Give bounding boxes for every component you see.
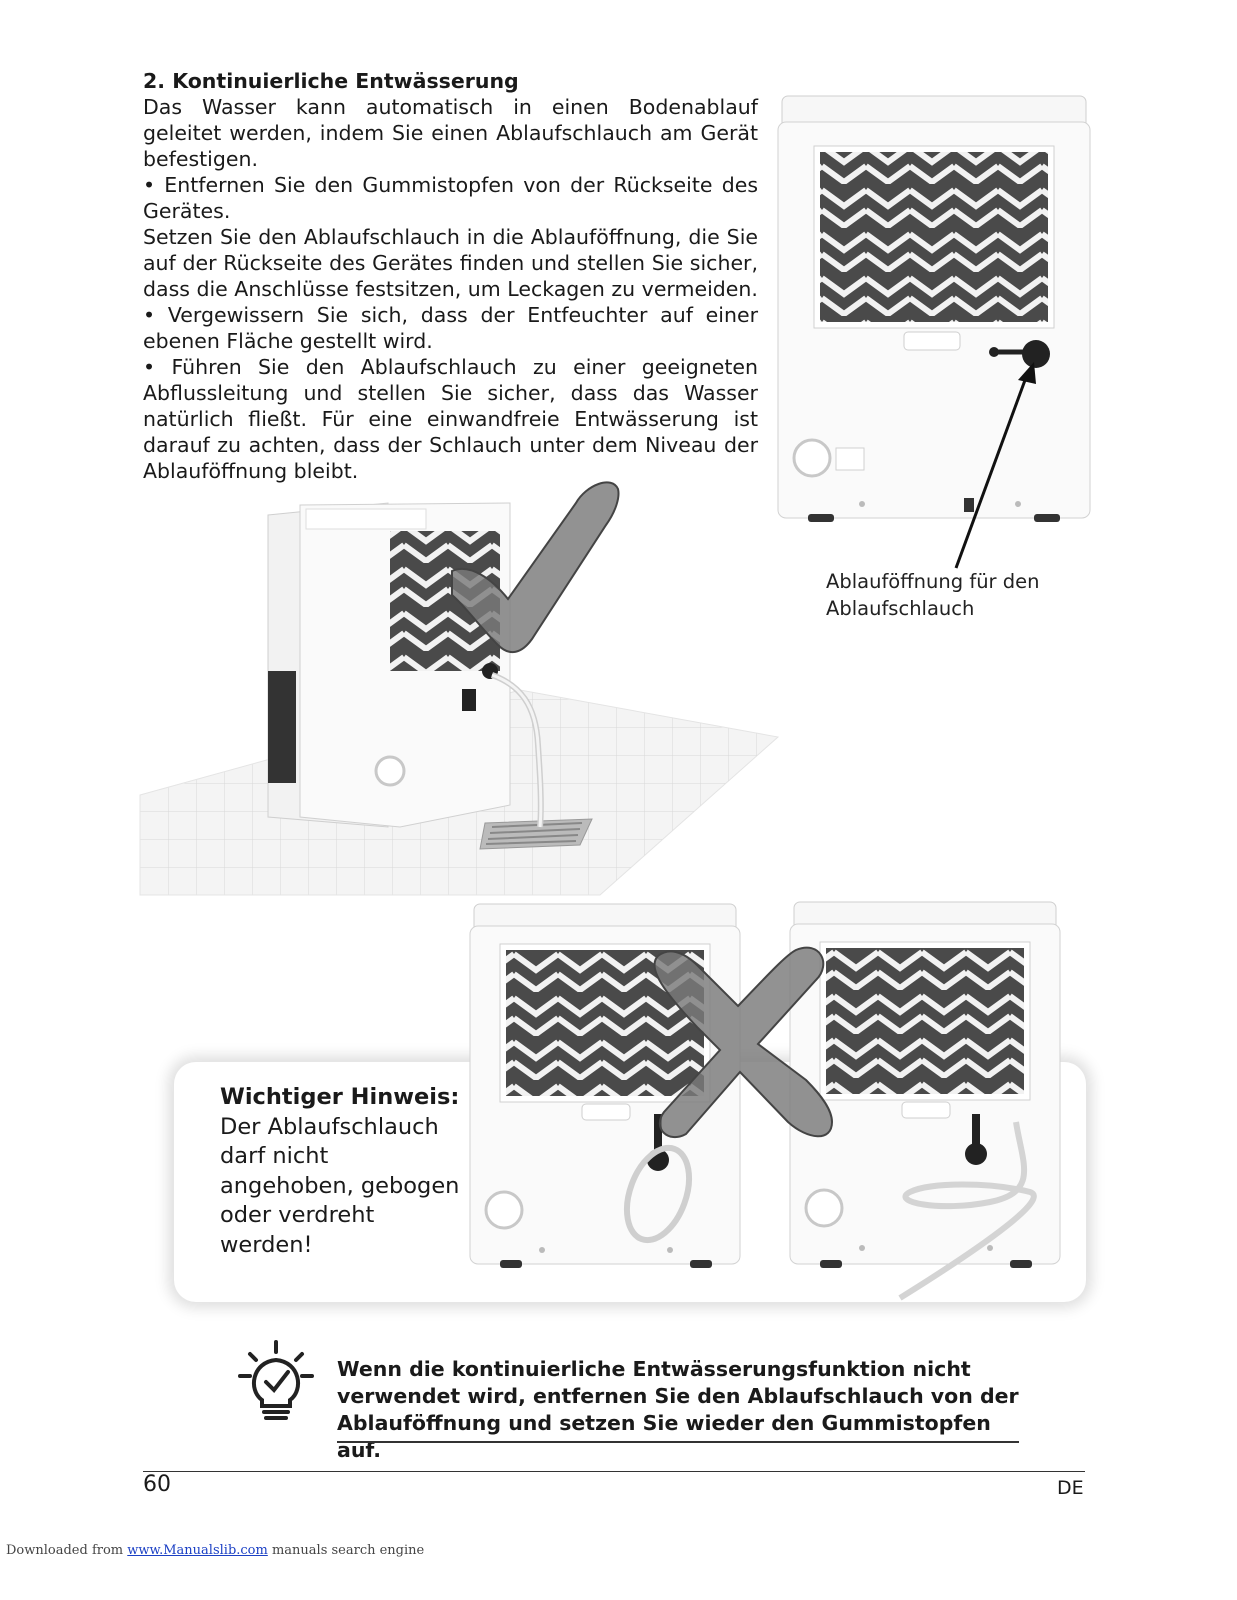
paragraph-route-hose: • Führen Sie den Ablaufschlauch zu einer geeigneten Abflussleitung und stellen Sie sicher, dass das Wasser natürlich fließt. Für eine einwandfreie Entwässerung ist darauf zu achten, dass der Schlauch unter dem Niveau der Ablauföffnung bleibt.	[143, 355, 758, 483]
callout-line-1: Ablauföffnung für den	[826, 570, 1040, 593]
paragraph-remove-stopper: • Entfernen Sie den Gummistopfen von der Rückseite des Gerätes.	[143, 173, 758, 223]
main-text-block	[143, 68, 758, 484]
correct-drainage-illustration	[140, 475, 780, 895]
lightbulb-check-icon	[238, 1340, 314, 1424]
footer-divider	[143, 1471, 1085, 1472]
paragraph-intro: Das Wasser kann automatisch in einen Bodenablauf geleitet werden, indem Sie einen Ablaufschlauch am Gerät befestigen.	[143, 95, 758, 171]
manualslib-link[interactable]: www.Manualslib.com	[127, 1543, 268, 1558]
callout-line-2: Ablaufschlauch	[826, 597, 975, 620]
callout-arrow	[950, 362, 1040, 572]
download-suffix: manuals search engine	[267, 1543, 425, 1558]
cross-mark-icon	[636, 944, 846, 1144]
paragraph-insert-hose: Setzen Sie den Ablaufschlauch in die Ablauföffnung, die Sie auf der Rückseite des Gerätes finden und stellen Sie sicher, dass die Anschlüsse festsitzen, um Leckagen zu vermeiden.	[143, 225, 758, 301]
note-title: Wichtiger Hinweis:	[220, 1084, 460, 1110]
important-note-text	[220, 1083, 460, 1260]
callout-label	[826, 568, 1086, 622]
paragraph-level-surface: • Vergewissern Sie sich, dass der Entfeuchter auf einer ebenen Fläche gestellt wird.	[143, 303, 758, 353]
note-body: Der Ablaufschlauch darf nicht angehoben, gebogen oder verdreht werden!	[220, 1113, 460, 1258]
download-notice	[6, 1543, 424, 1558]
dehumidifier-rear-illustration	[778, 96, 1090, 526]
language-code: DE	[1057, 1477, 1084, 1499]
tip-underline	[337, 1441, 1019, 1443]
page-number: 60	[143, 1472, 171, 1497]
tip-text: Wenn die kontinuierliche Entwässerungsfunktion nicht verwendet wird, entfernen Sie den Ablaufschlauch von der Ablauföffnung und setzen Sie wieder den Gummistopfen auf.	[337, 1357, 1019, 1462]
download-prefix: Downloaded from	[6, 1543, 128, 1558]
section-heading: 2. Kontinuierliche Entwässerung	[143, 69, 519, 93]
